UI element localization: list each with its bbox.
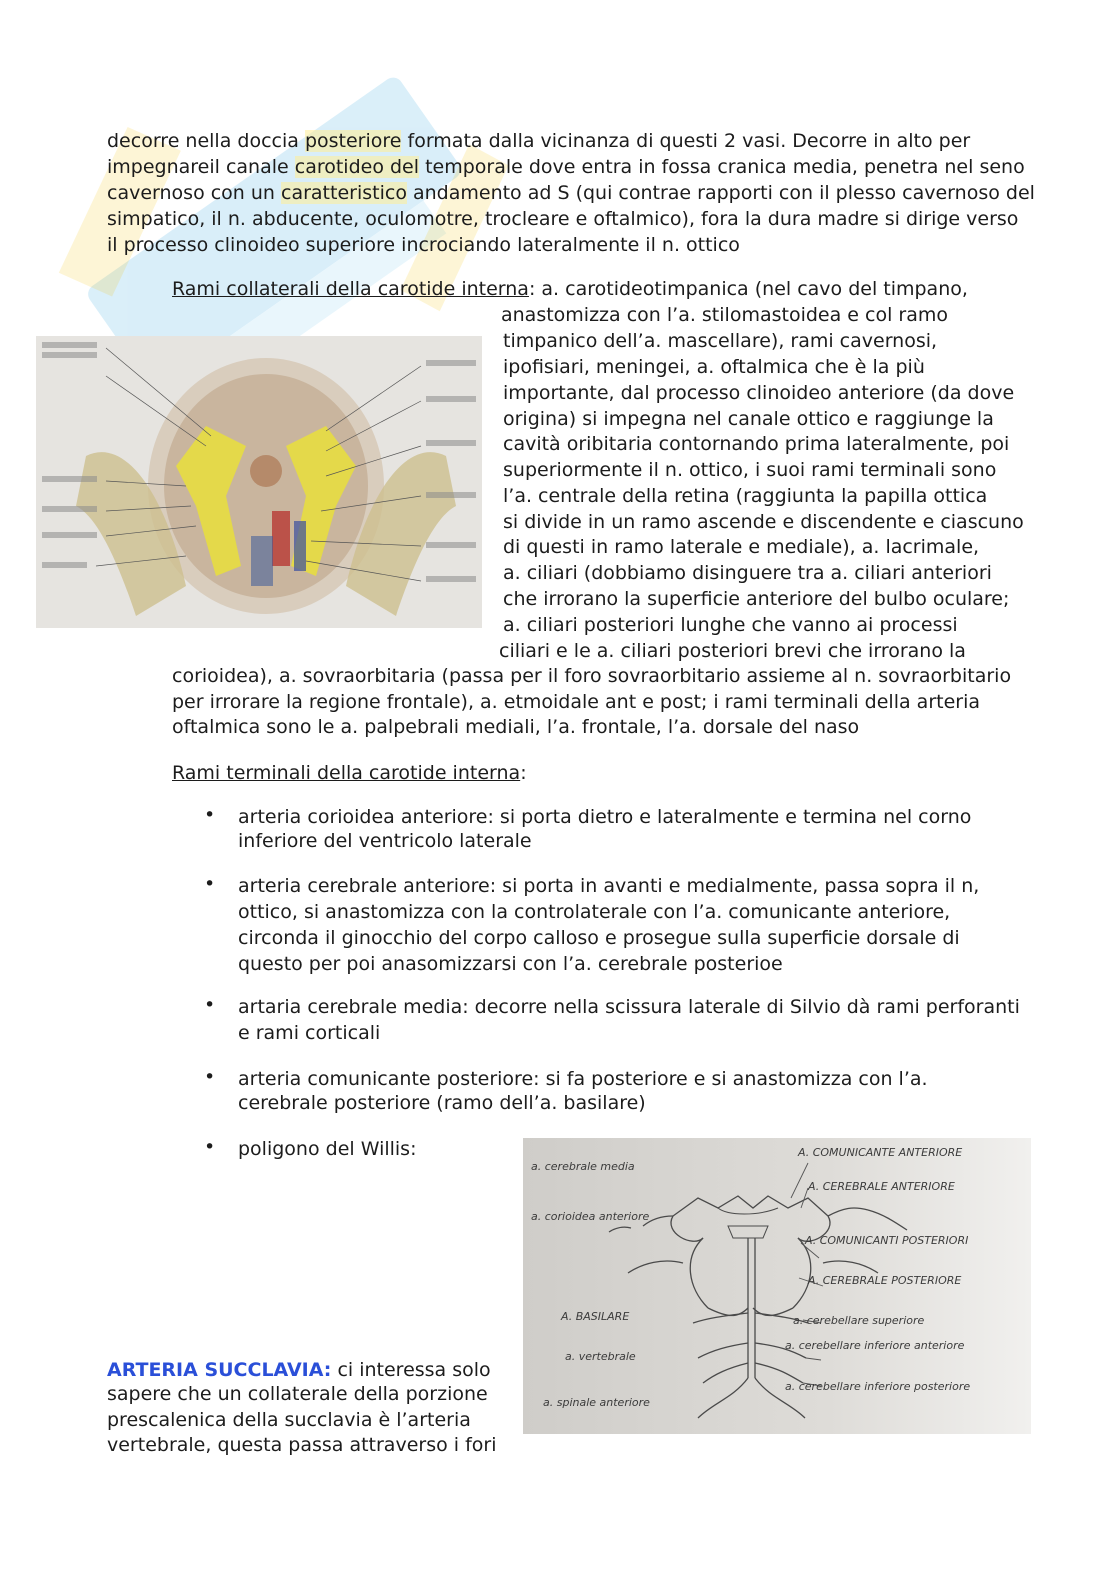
collaterali-line-11: di questi in ramo laterale e mediale), a. lacrimale, (503, 536, 980, 558)
bullet-icon: • (204, 804, 216, 826)
bullet-icon: • (204, 873, 216, 895)
list-item-line: inferiore del ventricolo laterale (238, 830, 532, 852)
list-item-line: ottico, si anastomizza con la controlaterale con l’a. comunicante anteriore, (238, 901, 951, 923)
collaterali-line-2: anastomizza con l’a. stilomastoidea e col ramo (501, 304, 948, 326)
collaterali-line-14: a. ciliari posteriori lunghe che vanno ai processi (503, 614, 958, 636)
label-vertebrale: a. vertebrale (565, 1350, 636, 1363)
list-item-line: arteria cerebrale anteriore: si porta in avanti e medialmente, passa sopra il n, (238, 875, 980, 897)
collaterali-line-9: l’a. centrale della retina (raggiunta la papilla ottica (503, 485, 988, 507)
label-cerebellare-superiore: a. cerebellare superiore (793, 1314, 925, 1327)
list-item-line: e rami corticali (238, 1022, 381, 1044)
succlavia-paragraph (107, 1357, 507, 1467)
list-item-line: arteria corioidea anteriore: si porta dietro e lateralmente e termina nel corno (238, 806, 972, 828)
label-comunicante-anteriore: A. COMUNICANTE ANTERIORE (798, 1146, 963, 1159)
bullet-icon: • (204, 1066, 216, 1088)
intro-text: cavernoso con un (107, 182, 282, 204)
collaterali-line-4: ipofisiari, meningei, a. oftalmica che è la più (503, 356, 925, 378)
collaterali-line-13: che irrorano la superficie anteriore del bulbo oculare; (503, 588, 1010, 610)
label-basilare: A. BASILARE (561, 1310, 630, 1323)
list-item-line: artaria cerebrale media: decorre nella scissura laterale di Silvio dà rami perforanti (238, 996, 1020, 1018)
collaterali-line-17: per irrorare la regione frontale), a. etmoidale ant e post; i rami terminali della arteria (172, 691, 981, 713)
collaterali-line-16: corioidea), a. sovraorbitaria (passa per il foro sovraorbitario assieme al n. sovraorbitario (172, 665, 1012, 687)
terminali-colon: : (520, 762, 527, 784)
highlighted-text: posteriore (304, 130, 402, 152)
label-cerebellare-inf-anteriore: a. cerebellare inferiore anteriore (785, 1339, 965, 1352)
label-spinale-anteriore: a. spinale anteriore (543, 1396, 650, 1409)
label-cerebrale-posteriore: A. CEREBRALE POSTERIORE (808, 1274, 962, 1287)
intro-text: decorre nella doccia (107, 130, 305, 152)
collaterali-line-15: ciliari e le a. ciliari posteriori brevi che irrorano la (499, 640, 966, 662)
collaterali-line-18: oftalmica sono le a. palpebrali mediali, l’a. frontale, l’a. dorsale del naso (172, 716, 860, 738)
intro-text: formata dalla vicinanza di questi 2 vasi. Decorre in alto per (401, 130, 971, 152)
label-corioidea-anteriore: a. corioidea anteriore (531, 1210, 650, 1223)
succlavia-heading: ARTERIA SUCCLAVIA: (107, 1359, 332, 1381)
collaterali-heading: Rami collaterali della carotide interna (172, 278, 529, 300)
collaterali-line-12: a. ciliari (dobbiamo disinguere tra a. ciliari anteriori (503, 562, 992, 584)
succlavia-line-2: sapere che un collaterale della porzione (107, 1383, 488, 1405)
intro-line-4: simpatico, il n. abducente, oculomotre, trocleare e oftalmico), fora la dura madre si dirige verso (107, 208, 1019, 230)
succlavia-line-3: prescalenica della succlavia è l’arteria (107, 1409, 471, 1431)
list-item-line: arteria comunicante posteriore: si fa posteriore e si anastomizza con l’a. (238, 1068, 928, 1090)
intro-text: temporale dove entra in fossa cranica media, penetra nel seno (419, 156, 1025, 178)
collaterali-text: : a. carotideotimpanica (nel cavo del timpano, (528, 278, 968, 300)
intro-text: impegnareil canale (107, 156, 295, 178)
succlavia-text: ci interessa solo (331, 1359, 491, 1381)
collaterali-line-8: superiormente il n. ottico, i suoi rami terminali sono (503, 459, 997, 481)
list-item-line: poligono del Willis: (238, 1138, 417, 1160)
succlavia-line-1 (107, 1357, 491, 1383)
bullet-icon: • (204, 1136, 216, 1158)
collaterali-line-10: si divide in un ramo ascende e discendente e ciascuno (503, 511, 1024, 533)
intro-line-5: il processo clinoideo superiore incrociando lateralmente il n. ottico (107, 234, 740, 256)
label-comunicanti-posteriori: A. COMUNICANTI POSTERIORI (805, 1234, 969, 1247)
list-item-line: cerebrale posteriore (ramo dell’a. basilare) (238, 1092, 646, 1114)
collaterali-line-3: timpanico dell’a. mascellare), rami cavernosi, (503, 330, 938, 352)
collaterali-line-7: cavità oribitaria contornando prima lateralmente, poi (503, 433, 1010, 455)
highlighted-text: caratteristico (281, 182, 407, 204)
label-cerebellare-inf-posteriore: a. cerebellare inferiore posteriore (785, 1380, 971, 1393)
list-item-line: circonda il ginocchio del corpo calloso e prosegue sulla superficie dorsale di (238, 927, 960, 949)
willis-drawing (523, 1138, 1031, 1434)
label-cerebrale-media: a. cerebrale media (531, 1160, 635, 1173)
bullet-icon: • (204, 994, 216, 1016)
collaterali-line-6: origina) si impegna nel canale ottico e raggiunge la (503, 408, 994, 430)
label-cerebrale-anteriore: A. CEREBRALE ANTERIORE (808, 1180, 955, 1193)
list-item-line: questo per poi anasomizzarsi con l’a. cerebrale posterioe (238, 953, 783, 975)
terminali-heading: Rami terminali della carotide interna (172, 762, 521, 784)
willis-circle-sketch (523, 1138, 1031, 1434)
highlighted-text: carotideo del (294, 156, 420, 178)
intro-text: andamento ad S (qui contrae rapporti con il plesso cavernoso del (406, 182, 1035, 204)
succlavia-line-4: vertebrale, questa passa attraverso i fori (107, 1434, 497, 1456)
collaterali-line-5: importante, dal processo clinoideo anteriore (da dove (503, 382, 1015, 404)
